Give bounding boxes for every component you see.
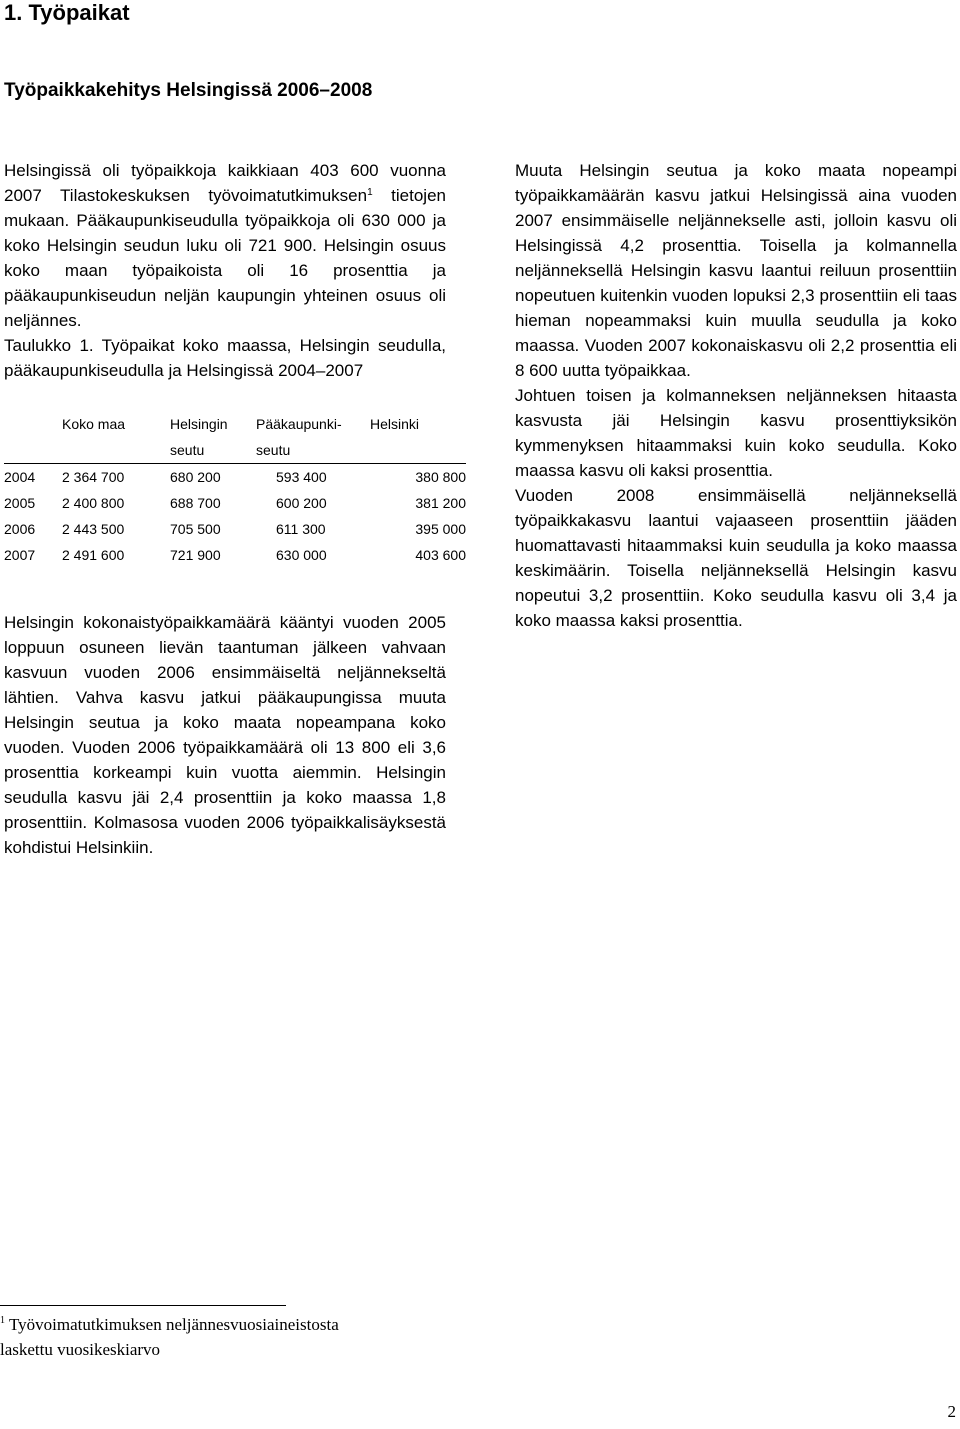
table-cell: 2 400 800 [62,495,125,511]
page-number: 2 [947,1402,956,1421]
footnote [0,1305,339,1362]
table-cell: 680 200 [170,469,221,485]
footnote-reference: 1 [367,187,373,198]
table-caption: Taulukko 1. Työpaikat koko maassa, Helsingin seudulla, pääkaupunkiseudulla ja Helsingissä 2004–2007 [4,336,446,380]
table-cell: 2005 [4,495,36,511]
section-heading: 1. Työpaikat [4,0,130,25]
footnote-text-1: Työvoimatutkimuksen neljännesvuosiaineistosta [8,1315,339,1334]
header-year [4,411,62,464]
table-cell: 721 900 [170,547,221,563]
table-cell: 688 700 [170,495,221,511]
table-cell: 403 600 [415,547,466,563]
intro-paragraph [4,158,446,333]
table-cell: 600 200 [276,495,327,511]
table-cell: 381 200 [415,495,466,511]
subheading: Työpaikkakehitys Helsingissä 2006–2008 [4,80,373,101]
table-row [4,490,466,516]
table-cell: 705 500 [170,521,221,537]
table-header-row [4,411,466,464]
table-cell: 630 000 [276,547,327,563]
table-row [4,464,466,491]
footnote-text-2: laskettu vuosikeskiarvo [0,1340,161,1359]
table-cell: 2 364 700 [62,469,125,485]
table-cell: 395 000 [415,521,466,537]
table-cell: 2006 [4,521,36,537]
growth-2008-paragraph: Vuoden 2008 ensimmäisellä neljänneksellä työpaikkakasvu laantui vajaaseen prosenttiin jääden huomattavasti hitaammaksi kuin seudulla ja koko maassa keskimäärin. Toisella neljänneksellä Helsingin kasvu nopeutui 3,2 prosenttiin. Koko seudulla kasvu oli 3,4 ja koko maassa kaksi prosenttia. [515,486,957,630]
footnote-divider [0,1305,286,1306]
development-paragraph: Helsingin kokonaistyöpaikkamäärä kääntyi vuoden 2005 loppuun osuneen lievän taantuman jälkeen vahvaan kasvuun vuoden 2006 ensimmäiseltä neljännekseltä lähtien. Vahva kasvu jatkui pääkaupungissa muuta Helsingin seutua ja koko maata nopeampana koko vuoden. Vuoden 2006 työpaikkamäärä oli 13 800 eli 3,6 prosenttia korkeampi kuin vuotta aiemmin. Helsingin seudulla kasvu jäi 2,4 prosenttiin ja koko maassa 1,8 prosenttiin. Kolmasosa vuoden 2006 työpaikkalisäyksestä kohdistui Helsinkiin. [4,613,446,857]
table-row [4,516,466,542]
header-paakaupunkiseutu: Pääkaupunki-seutu [256,411,370,464]
table-row [4,542,466,568]
intro-text-part1: Helsingissä oli työpaikkoja kaikkiaan 403 600 vuonna 2007 Tilastokeskuksen työvoimatutkimuksen [4,161,446,205]
table-cell: 593 400 [276,469,327,485]
footnote-marker: 1 [0,1315,5,1326]
header-helsingin-seutu: Helsingin seutu [170,411,256,464]
table-cell: 2 443 500 [62,521,125,537]
table-cell: 380 800 [415,469,466,485]
table-cell: 611 300 [276,521,326,537]
left-column [4,158,466,860]
growth-2007-paragraph: Muuta Helsingin seutua ja koko maata nopeampi työpaikkamäärän kasvu jatkui Helsingissä aina vuoden 2007 ensimmäiselle neljännekselle asti, jolloin kasvu oli Helsingissä 4,2 prosenttia. Toisella ja kolmannella neljänneksellä Helsingin kasvu laantui reiluun prosenttiin nopeutuen kuitenkin vuoden lopuksi 2,3 prosenttiin eli taas hieman nopeammaksi kuin muulla seudulla ja koko maassa. Vuoden 2007 kokonaiskasvu oli 2,2 prosenttia eli 8 600 uutta työpaikkaa. [515,161,957,380]
table-cell: 2004 [4,469,36,485]
intro-text-part2: tietojen mukaan. Pääkaupunkiseudulla työpaikkoja oli 630 000 ja koko Helsingin seudun luku oli 721 900. Helsingin osuus koko maan työpaikoista oli 16 prosenttia ja pääkaupunkiseudun neljän kaupungin yhteinen osuus oli neljännes. [4,186,446,330]
employment-table [4,411,466,568]
header-koko-maa: Koko maa [62,411,170,464]
footnote-line-1 [0,1312,339,1337]
table-cell: 2007 [4,547,36,563]
header-helsinki: Helsinki [370,411,466,464]
growth-slowdown-paragraph: Johtuen toisen ja kolmanneksen neljänneksen hitaasta kasvusta jäi Helsingin kasvu prosenttiyksikön kymmenyksen hitaammaksi kuin koko seudulla. Koko maassa kasvu oli kaksi prosenttia. [515,386,957,480]
right-column [515,158,957,633]
table-cell: 2 491 600 [62,547,125,563]
